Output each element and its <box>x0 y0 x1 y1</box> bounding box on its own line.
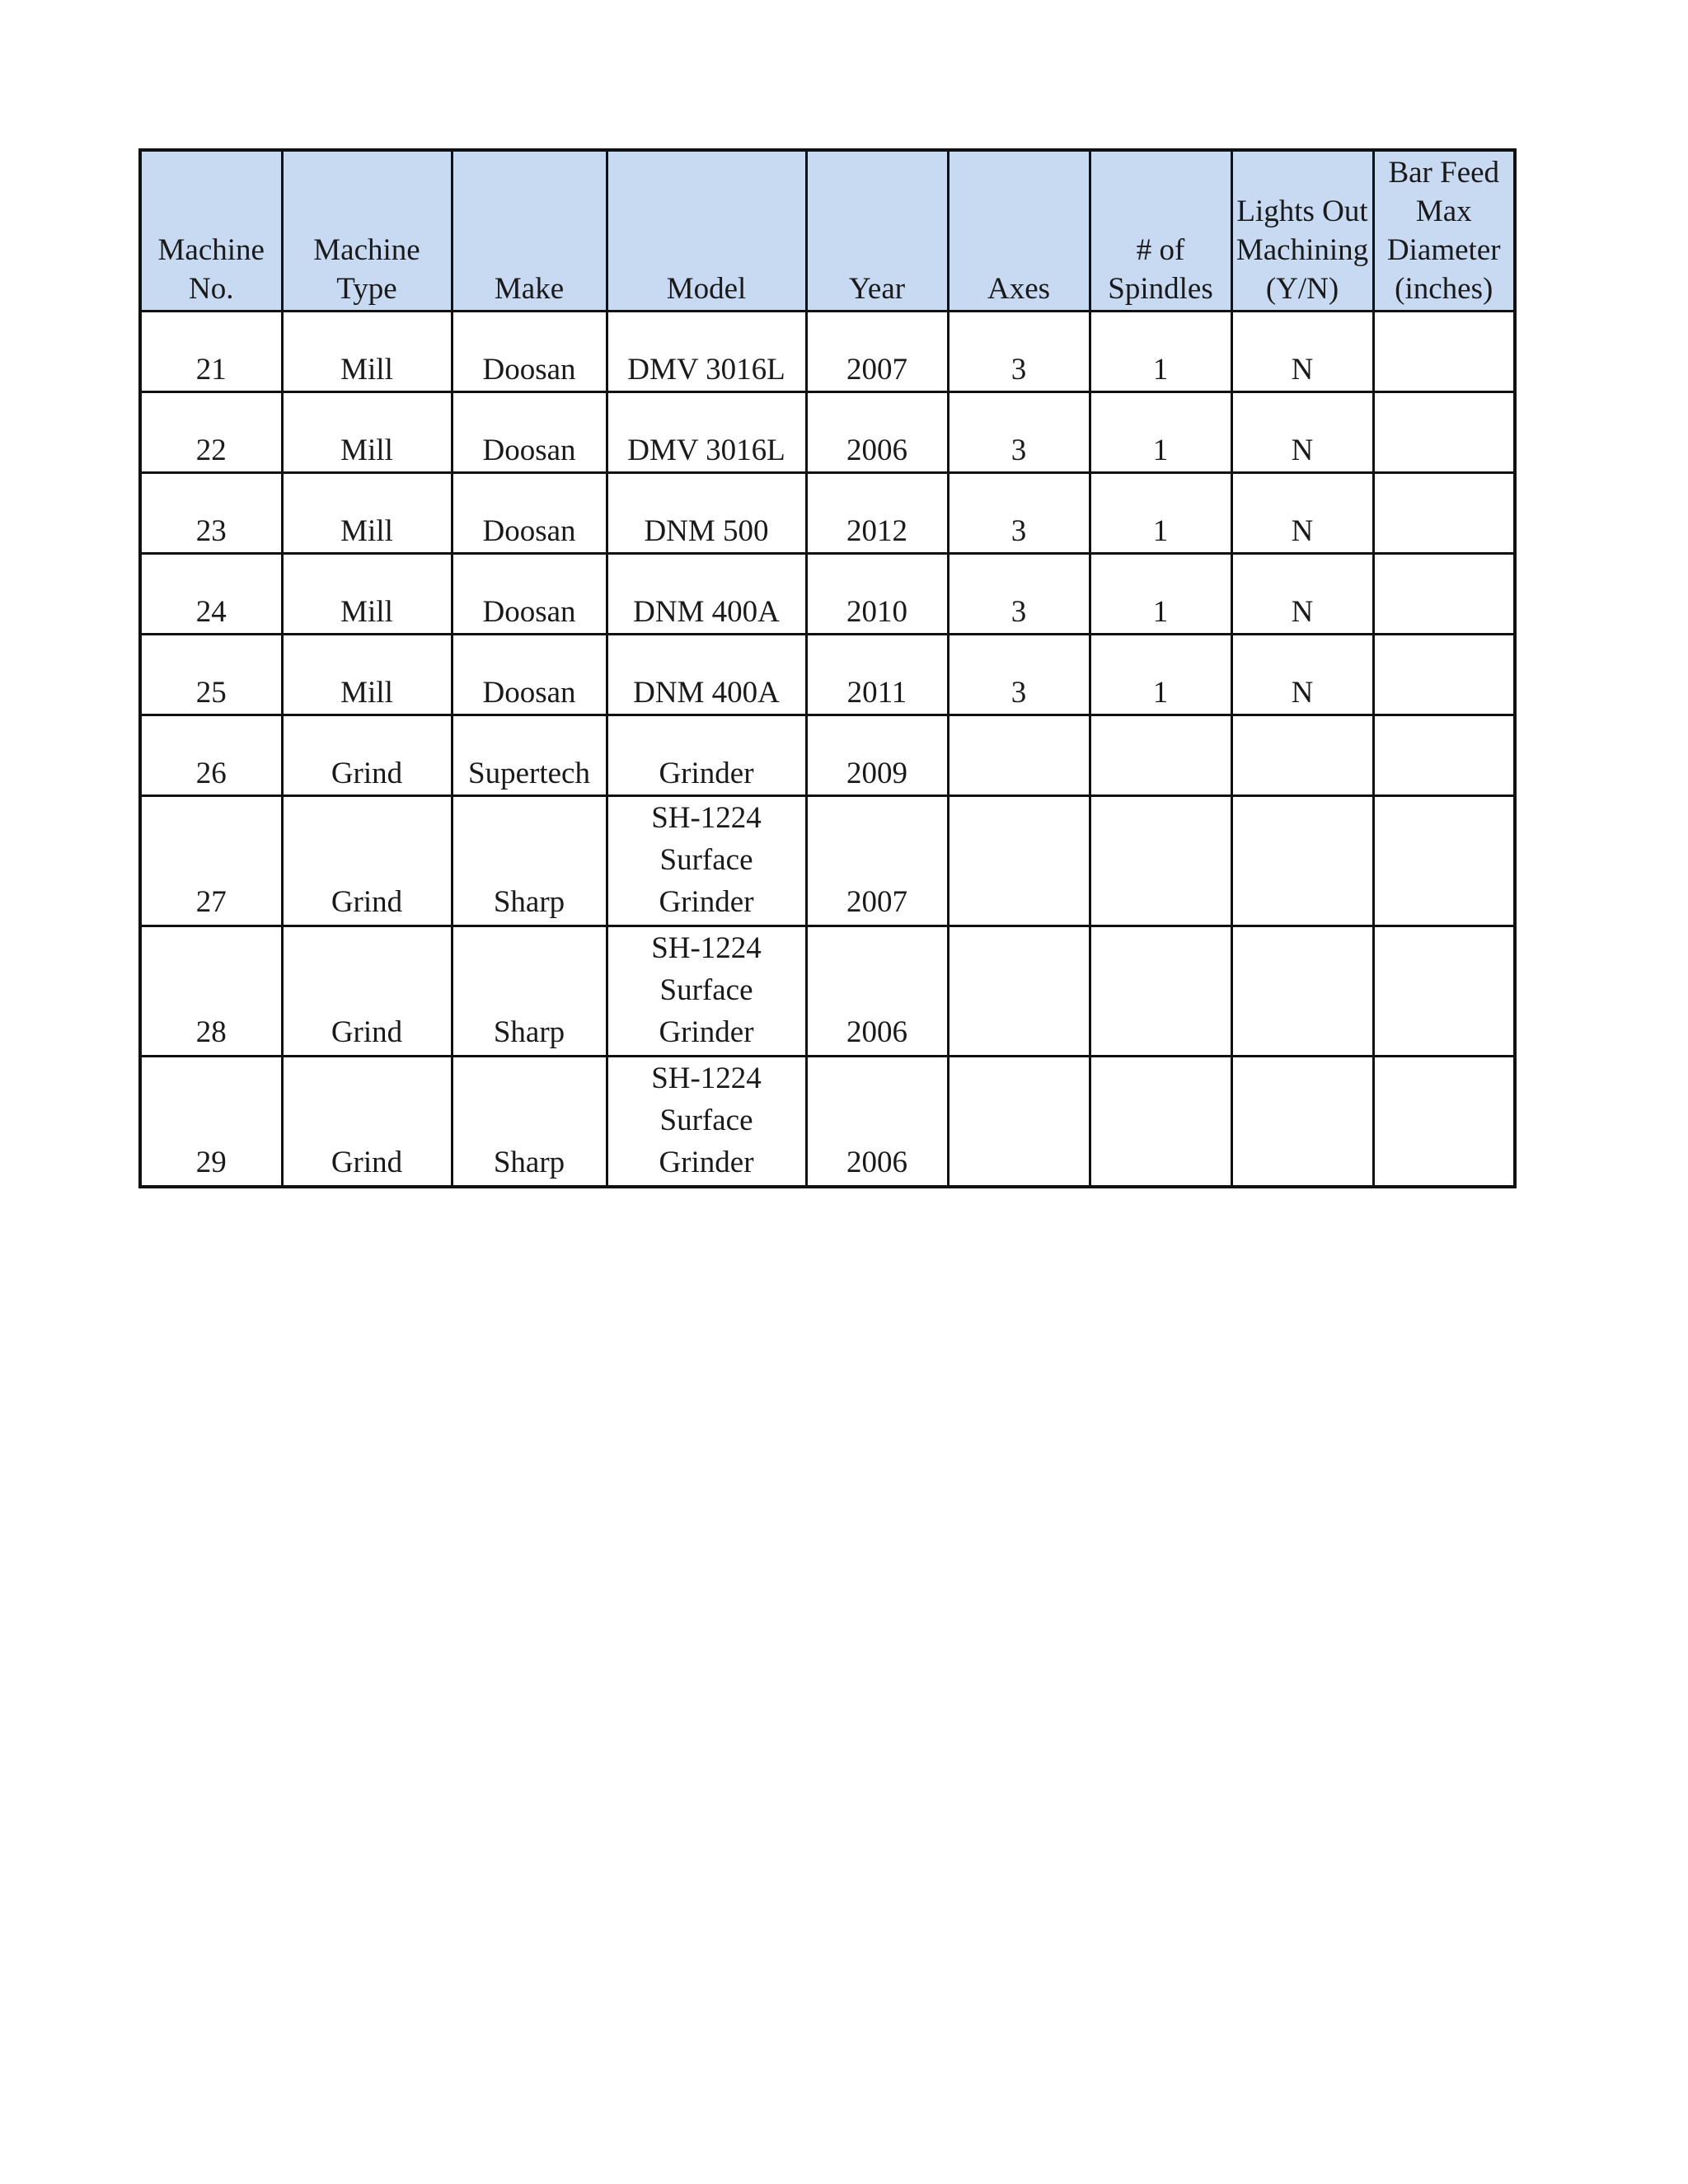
cell-text-line: DMV 3016L <box>627 434 785 467</box>
cell-model <box>607 473 806 554</box>
column-header-model <box>607 150 806 312</box>
cell-text-line: N <box>1291 514 1314 548</box>
cell-text-line: SH-1224 <box>651 801 762 835</box>
cell-text-line: 2010 <box>846 595 907 629</box>
cell-text-line: 3 <box>1010 353 1027 387</box>
cell-make <box>452 1057 607 1188</box>
header-row <box>140 150 1515 312</box>
cell-spindles <box>1090 796 1231 926</box>
cell-text-line: Mill <box>340 595 393 629</box>
cell-spindles <box>1090 312 1231 392</box>
cell-lights-out <box>1231 635 1373 715</box>
cell-bar-feed-max-diameter <box>1373 715 1515 796</box>
cell-machine-no <box>140 473 282 554</box>
cell-lights-out <box>1231 312 1373 392</box>
cell-machine-no <box>140 926 282 1057</box>
cell-machine-no <box>140 635 282 715</box>
cell-text-line: Doosan <box>482 676 576 710</box>
table-row <box>140 796 1515 926</box>
cell-machine-type <box>282 392 452 473</box>
column-header-axes <box>948 150 1090 312</box>
cell-text-line: DMV 3016L <box>627 353 785 387</box>
cell-lights-out <box>1231 554 1373 635</box>
cell-text-line: Spindles <box>1108 272 1213 306</box>
cell-year <box>806 635 948 715</box>
cell-text-line: 2012 <box>846 514 907 548</box>
cell-text-line: 2007 <box>846 353 907 387</box>
cell-text-line: 2006 <box>846 1015 907 1049</box>
cell-text-line: Year <box>848 272 906 306</box>
cell-axes <box>948 312 1090 392</box>
cell-spindles <box>1090 715 1231 796</box>
cell-model <box>607 635 806 715</box>
cell-axes <box>948 635 1090 715</box>
cell-machine-type <box>282 715 452 796</box>
cell-machine-no <box>140 715 282 796</box>
cell-axes <box>948 715 1090 796</box>
cell-lights-out <box>1231 926 1373 1057</box>
cell-text-line: Bar Feed <box>1388 156 1500 190</box>
cell-year <box>806 473 948 554</box>
table-row <box>140 715 1515 796</box>
table-header <box>140 150 1515 312</box>
cell-make <box>452 473 607 554</box>
cell-text-line: 3 <box>1010 676 1027 710</box>
cell-text-line: Surface <box>659 1104 753 1137</box>
cell-text-line: Grinder <box>659 757 754 790</box>
cell-make <box>452 635 607 715</box>
cell-text-line: Machine <box>313 233 420 267</box>
cell-machine-no <box>140 1057 282 1188</box>
cell-text-line: 27 <box>195 885 227 919</box>
cell-text-line: DNM 400A <box>633 676 780 710</box>
cell-machine-no <box>140 392 282 473</box>
cell-spindles <box>1090 1057 1231 1188</box>
cell-lights-out <box>1231 1057 1373 1188</box>
cell-text-line: Machining <box>1236 233 1369 267</box>
cell-year <box>806 926 948 1057</box>
cell-text-line: 2009 <box>846 757 907 790</box>
cell-make <box>452 312 607 392</box>
cell-axes <box>948 473 1090 554</box>
cell-text-line: Machine <box>157 233 265 267</box>
cell-text-line: Grinder <box>659 885 754 919</box>
cell-text-line: 29 <box>195 1146 227 1179</box>
cell-axes <box>948 796 1090 926</box>
cell-text-line: No. <box>189 272 234 306</box>
cell-axes <box>948 392 1090 473</box>
cell-text-line: Supertech <box>468 757 590 790</box>
cell-text-line: Grind <box>331 757 403 790</box>
cell-year <box>806 312 948 392</box>
cell-machine-type <box>282 1057 452 1188</box>
table-row <box>140 312 1515 392</box>
cell-model <box>607 1057 806 1188</box>
cell-text-line: 1 <box>1152 353 1169 387</box>
cell-make <box>452 926 607 1057</box>
cell-text-line: Mill <box>340 434 393 467</box>
cell-spindles <box>1090 926 1231 1057</box>
cell-lights-out <box>1231 796 1373 926</box>
cell-text-line: 21 <box>195 353 227 387</box>
cell-text-line: 26 <box>195 757 227 790</box>
cell-text-line: 2011 <box>846 676 907 710</box>
cell-text-line: Grind <box>331 885 403 919</box>
cell-text-line: 28 <box>195 1015 227 1049</box>
cell-model <box>607 715 806 796</box>
cell-bar-feed-max-diameter <box>1373 554 1515 635</box>
cell-text-line: 23 <box>195 514 227 548</box>
cell-year <box>806 1057 948 1188</box>
cell-year <box>806 554 948 635</box>
cell-text-line: 3 <box>1010 595 1027 629</box>
cell-text-line: 1 <box>1152 514 1169 548</box>
cell-text-line: N <box>1291 353 1314 387</box>
cell-text-line: 24 <box>195 595 227 629</box>
cell-machine-no <box>140 312 282 392</box>
table-row <box>140 1057 1515 1188</box>
column-header-spindles <box>1090 150 1231 312</box>
cell-text-line: 2007 <box>846 885 907 919</box>
cell-text-line: 2006 <box>846 434 907 467</box>
cell-text-line: (Y/N) <box>1265 272 1339 306</box>
cell-text-line: N <box>1291 595 1314 629</box>
table-row <box>140 473 1515 554</box>
cell-machine-type <box>282 926 452 1057</box>
cell-model <box>607 312 806 392</box>
cell-text-line: Mill <box>340 514 393 548</box>
cell-text-line: Doosan <box>482 353 576 387</box>
cell-text-line: Grind <box>331 1015 403 1049</box>
cell-year <box>806 392 948 473</box>
cell-machine-no <box>140 554 282 635</box>
cell-bar-feed-max-diameter <box>1373 796 1515 926</box>
cell-year <box>806 796 948 926</box>
cell-text-line: Grinder <box>659 1015 754 1049</box>
cell-spindles <box>1090 554 1231 635</box>
cell-bar-feed-max-diameter <box>1373 926 1515 1057</box>
cell-text-line: Make <box>494 272 565 306</box>
cell-text-line: # of <box>1136 233 1185 267</box>
cell-text-line: 2006 <box>846 1146 907 1179</box>
cell-text-line: 1 <box>1152 434 1169 467</box>
cell-machine-type <box>282 554 452 635</box>
cell-text-line: Sharp <box>493 1015 565 1049</box>
cell-spindles <box>1090 392 1231 473</box>
cell-model <box>607 392 806 473</box>
cell-model <box>607 926 806 1057</box>
cell-make <box>452 796 607 926</box>
cell-text-line: Sharp <box>493 1146 565 1179</box>
cell-machine-no <box>140 796 282 926</box>
cell-model <box>607 796 806 926</box>
table-row <box>140 392 1515 473</box>
cell-text-line: 1 <box>1152 595 1169 629</box>
cell-text-line: Doosan <box>482 434 576 467</box>
table-row <box>140 926 1515 1057</box>
column-header-make <box>452 150 607 312</box>
cell-text-line: N <box>1291 434 1314 467</box>
cell-text-line: 1 <box>1152 676 1169 710</box>
cell-text-line: Doosan <box>482 595 576 629</box>
cell-axes <box>948 554 1090 635</box>
column-header-lights-out <box>1231 150 1373 312</box>
cell-text-line: Mill <box>340 676 393 710</box>
cell-year <box>806 715 948 796</box>
column-header-year <box>806 150 948 312</box>
cell-text-line: Surface <box>659 973 753 1007</box>
cell-text-line: SH-1224 <box>651 931 762 965</box>
cell-text-line: (inches) <box>1395 272 1493 306</box>
cell-text-line: Max <box>1415 194 1472 228</box>
cell-model <box>607 554 806 635</box>
cell-text-line: Model <box>666 272 747 306</box>
cell-spindles <box>1090 473 1231 554</box>
cell-spindles <box>1090 635 1231 715</box>
cell-lights-out <box>1231 392 1373 473</box>
cell-text-line: Diameter <box>1386 233 1501 267</box>
cell-text-line: DNM 500 <box>644 514 769 548</box>
cell-text-line: Grinder <box>659 1146 754 1179</box>
cell-axes <box>948 1057 1090 1188</box>
cell-make <box>452 715 607 796</box>
table-row <box>140 635 1515 715</box>
cell-text-line: 22 <box>195 434 227 467</box>
cell-text-line: Type <box>336 272 397 306</box>
cell-make <box>452 554 607 635</box>
cell-machine-type <box>282 796 452 926</box>
cell-bar-feed-max-diameter <box>1373 635 1515 715</box>
cell-text-line: N <box>1291 676 1314 710</box>
cell-machine-type <box>282 312 452 392</box>
cell-machine-type <box>282 473 452 554</box>
cell-lights-out <box>1231 715 1373 796</box>
cell-text-line: Doosan <box>482 514 576 548</box>
cell-text-line: DNM 400A <box>633 595 780 629</box>
column-header-machine-no <box>140 150 282 312</box>
cell-machine-type <box>282 635 452 715</box>
cell-bar-feed-max-diameter <box>1373 473 1515 554</box>
cell-text-line: Lights Out <box>1236 194 1368 228</box>
cell-text-line: 3 <box>1010 514 1027 548</box>
cell-lights-out <box>1231 473 1373 554</box>
cell-text-line: 25 <box>195 676 227 710</box>
cell-bar-feed-max-diameter <box>1373 1057 1515 1188</box>
column-header-bar-feed-max-diameter <box>1373 150 1515 312</box>
cell-make <box>452 392 607 473</box>
column-header-machine-type <box>282 150 452 312</box>
cell-text-line: Mill <box>340 353 393 387</box>
table-body <box>140 312 1515 1188</box>
cell-text-line: Sharp <box>493 885 565 919</box>
cell-text-line: SH-1224 <box>651 1062 762 1095</box>
cell-text-line: Grind <box>331 1146 403 1179</box>
cell-bar-feed-max-diameter <box>1373 392 1515 473</box>
table-row <box>140 554 1515 635</box>
cell-text-line: 3 <box>1010 434 1027 467</box>
machine-list-table <box>138 148 1517 1188</box>
cell-axes <box>948 926 1090 1057</box>
cell-text-line: Surface <box>659 843 753 877</box>
cell-bar-feed-max-diameter <box>1373 312 1515 392</box>
cell-text-line: Axes <box>987 272 1051 306</box>
